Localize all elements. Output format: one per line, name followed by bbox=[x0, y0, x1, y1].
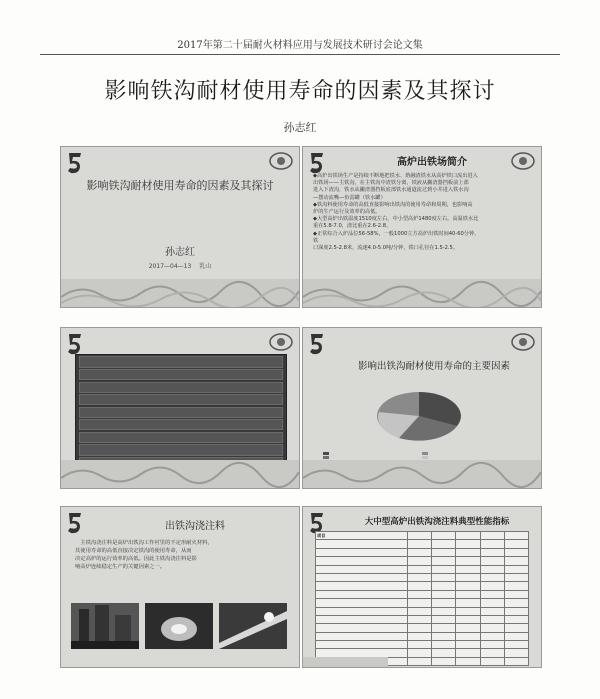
factor-pie-chart bbox=[369, 378, 469, 448]
body-line: 其使用寿命的高低直接决定铁沟的使用寿命，从而 bbox=[75, 548, 192, 554]
table-cell bbox=[316, 540, 408, 548]
table-header-cell bbox=[407, 532, 431, 540]
table-cell bbox=[504, 649, 528, 657]
slide-5-title: 出铁沟浇注料 bbox=[165, 521, 225, 532]
table-cell bbox=[407, 582, 431, 590]
legend-item bbox=[323, 456, 422, 459]
body-line: 决定高炉的运行效率的高低。因此主铁沟浇注料是影 bbox=[75, 556, 197, 562]
table-cell bbox=[504, 565, 528, 573]
table-header-cell bbox=[480, 532, 504, 540]
legend-item bbox=[422, 456, 521, 459]
table-row bbox=[316, 548, 529, 556]
table-cell bbox=[407, 632, 431, 640]
body-line: 口深度2.5-2.8米，流速4.0-5.0吨/分钟，铁口孔径在1.5-2.5。 bbox=[313, 245, 459, 252]
table-cell bbox=[432, 632, 456, 640]
table-cell bbox=[456, 641, 480, 649]
table-cell bbox=[456, 649, 480, 657]
factor-row bbox=[79, 444, 283, 455]
decorative-swirl bbox=[303, 460, 541, 488]
body-line: ◆大型高炉出铁温度1510度左右，中小型高炉1480度左右。高温铁水比 bbox=[313, 216, 479, 223]
table-cell bbox=[456, 540, 480, 548]
table-cell bbox=[316, 615, 408, 623]
table-cell bbox=[316, 565, 408, 573]
badge-logo-icon bbox=[268, 151, 294, 173]
slide-1-date: 2017—04—13 乳山 bbox=[148, 263, 212, 270]
table-cell bbox=[407, 548, 431, 556]
table-cell bbox=[432, 573, 456, 581]
table-cell bbox=[432, 599, 456, 607]
table-row bbox=[316, 641, 529, 649]
blast-furnace-photo bbox=[71, 603, 139, 649]
table-header-cell bbox=[504, 532, 528, 540]
decorative-swirl bbox=[61, 460, 299, 488]
table-row bbox=[316, 573, 529, 581]
table-cell bbox=[480, 565, 504, 573]
table-cell bbox=[504, 540, 528, 548]
company-logo-icon bbox=[307, 332, 329, 358]
decorative-swirl bbox=[303, 657, 388, 667]
table-cell bbox=[432, 657, 456, 665]
table-cell bbox=[480, 632, 504, 640]
factor-row bbox=[79, 419, 283, 430]
table-cell bbox=[456, 557, 480, 565]
slide-2-body bbox=[313, 173, 531, 252]
table-cell bbox=[480, 649, 504, 657]
table-cell bbox=[456, 599, 480, 607]
table-cell bbox=[480, 657, 504, 665]
factor-row bbox=[79, 356, 283, 367]
table-cell bbox=[407, 565, 431, 573]
table-cell bbox=[456, 573, 480, 581]
table-row bbox=[316, 557, 529, 565]
property-table bbox=[315, 531, 529, 666]
table-cell bbox=[504, 607, 528, 615]
table-cell bbox=[407, 607, 431, 615]
table-row bbox=[316, 599, 529, 607]
table-cell bbox=[480, 641, 504, 649]
table-cell bbox=[432, 590, 456, 598]
slide-4 bbox=[302, 327, 542, 489]
slide-2-title: 高炉出铁场简介 bbox=[397, 157, 467, 168]
table-cell bbox=[316, 548, 408, 556]
table-cell bbox=[456, 615, 480, 623]
table-header-cell bbox=[432, 532, 456, 540]
table-cell bbox=[480, 540, 504, 548]
table-cell bbox=[432, 565, 456, 573]
table-cell bbox=[407, 641, 431, 649]
table-row bbox=[316, 607, 529, 615]
slide-1 bbox=[60, 146, 300, 308]
body-line: 进入下渣沟，铁水从撇渣器挡板底部铁水通道流过到小井进入铁水沟 bbox=[313, 187, 469, 194]
table-cell bbox=[432, 557, 456, 565]
table-cell bbox=[432, 582, 456, 590]
table-cell bbox=[407, 624, 431, 632]
table-cell bbox=[316, 641, 408, 649]
body-line: 铁 bbox=[313, 237, 319, 244]
table-cell bbox=[316, 590, 408, 598]
table-cell bbox=[480, 599, 504, 607]
slide-1-title: 影响铁沟耐材使用寿命的因素及其探讨 bbox=[86, 179, 274, 192]
body-line: 炉的生产运行及效率的高低。 bbox=[313, 209, 381, 216]
table-cell bbox=[407, 590, 431, 598]
table-cell bbox=[504, 615, 528, 623]
table-cell bbox=[504, 657, 528, 665]
slide-5 bbox=[60, 506, 300, 668]
slide-6 bbox=[302, 506, 542, 668]
slide-2 bbox=[302, 146, 542, 308]
table-cell bbox=[456, 590, 480, 598]
company-logo-icon bbox=[65, 151, 87, 177]
table-cell bbox=[432, 649, 456, 657]
table-cell bbox=[432, 615, 456, 623]
table-cell bbox=[504, 582, 528, 590]
table-cell bbox=[407, 657, 431, 665]
table-cell bbox=[456, 565, 480, 573]
body-line: 出铁场——主铁沟，在主铁沟中渣铁分离，铁液从撇渣器挡板前上部 bbox=[313, 180, 469, 187]
running-head: 2017年第二十届耐火材料应用与发展技术研讨会论文集 bbox=[40, 36, 560, 55]
table-cell bbox=[407, 557, 431, 565]
badge-logo-icon bbox=[510, 151, 536, 173]
table-cell bbox=[407, 573, 431, 581]
table-cell bbox=[456, 607, 480, 615]
body-line: 主铁沟浇注料是高炉出铁沟工作衬里的不定形耐火材料， bbox=[75, 540, 213, 546]
table-row bbox=[316, 632, 529, 640]
table-row bbox=[316, 532, 529, 540]
table-cell bbox=[456, 657, 480, 665]
decorative-swirl bbox=[61, 279, 299, 307]
body-line: 响高炉连续稳定生产的关键因素之一。 bbox=[75, 564, 166, 570]
table-cell bbox=[456, 624, 480, 632]
table-row bbox=[316, 565, 529, 573]
factor-list-box bbox=[75, 354, 287, 466]
badge-logo-icon bbox=[510, 332, 536, 354]
table-cell bbox=[504, 557, 528, 565]
table-cell bbox=[456, 548, 480, 556]
table-cell bbox=[407, 599, 431, 607]
table-cell bbox=[480, 557, 504, 565]
table-cell bbox=[316, 632, 408, 640]
table-cell bbox=[432, 607, 456, 615]
table-cell bbox=[407, 649, 431, 657]
table-cell bbox=[316, 624, 408, 632]
table-cell bbox=[504, 632, 528, 640]
table-header-cell bbox=[456, 532, 480, 540]
body-line: ◆正常综合入炉品位56-58%，一般1000立方高炉出铁时间40-60分钟， bbox=[313, 230, 480, 237]
body-line: ◆高炉出铁场生产是持续不断地把铁水、熔融渣铁水从高炉铁口流出进入 bbox=[313, 173, 478, 179]
table-cell bbox=[504, 590, 528, 598]
table-header-cell: 项目 bbox=[316, 532, 408, 540]
table-cell bbox=[432, 540, 456, 548]
paper-author: 孙志红 bbox=[283, 121, 317, 134]
table-row bbox=[316, 615, 529, 623]
table-cell bbox=[480, 624, 504, 632]
table-cell bbox=[480, 582, 504, 590]
table-cell bbox=[316, 607, 408, 615]
table-cell bbox=[316, 599, 408, 607]
table-cell bbox=[480, 590, 504, 598]
table-cell bbox=[456, 632, 480, 640]
factor-row bbox=[79, 369, 283, 380]
table-cell bbox=[432, 641, 456, 649]
slide-1-author: 孙志红 bbox=[165, 247, 195, 258]
legend-item bbox=[422, 452, 521, 455]
table-cell bbox=[504, 599, 528, 607]
body-line: 重在5.8-7.0，渣比重在2.6-2.8。 bbox=[313, 223, 392, 230]
table-cell bbox=[480, 573, 504, 581]
table-row bbox=[316, 540, 529, 548]
slide-5-body bbox=[75, 539, 285, 571]
tapping-photo bbox=[145, 603, 213, 649]
factor-row bbox=[79, 432, 283, 443]
table-cell bbox=[504, 641, 528, 649]
table-cell bbox=[407, 540, 431, 548]
slide-4-title: 影响出铁沟耐材使用寿命的主要因素 bbox=[357, 361, 510, 372]
table-row bbox=[316, 624, 529, 632]
table-cell bbox=[316, 557, 408, 565]
factor-row bbox=[79, 394, 283, 405]
table-cell bbox=[316, 573, 408, 581]
pie-legend bbox=[323, 452, 521, 460]
body-line: —摆动流嘴—鱼雷罐（铁水罐） bbox=[313, 194, 386, 201]
table-cell bbox=[480, 615, 504, 623]
table-cell bbox=[407, 615, 431, 623]
decorative-swirl bbox=[303, 279, 541, 307]
legend-item bbox=[323, 452, 422, 455]
company-logo-icon bbox=[65, 511, 87, 537]
slide-3 bbox=[60, 327, 300, 489]
iron-runner-photo bbox=[219, 603, 287, 649]
table-cell bbox=[432, 624, 456, 632]
table-cell bbox=[316, 582, 408, 590]
table-row bbox=[316, 590, 529, 598]
table-cell bbox=[480, 548, 504, 556]
table-cell bbox=[504, 548, 528, 556]
badge-logo-icon bbox=[268, 332, 294, 354]
paper-title: 影响铁沟耐材使用寿命的因素及其探讨 bbox=[104, 79, 496, 104]
table-cell bbox=[480, 607, 504, 615]
table-cell bbox=[504, 573, 528, 581]
slide-6-title: 大中型高炉出铁沟浇注料典型性能指标 bbox=[364, 517, 510, 527]
factor-row bbox=[79, 382, 283, 393]
table-cell bbox=[432, 548, 456, 556]
table-row bbox=[316, 582, 529, 590]
table-cell bbox=[504, 624, 528, 632]
body-line: ◆铁沟料使用寿命的高低直接影响出铁沟的使用寿命和周期，也影响高 bbox=[313, 201, 473, 208]
factor-row bbox=[79, 407, 283, 418]
table-cell bbox=[456, 582, 480, 590]
